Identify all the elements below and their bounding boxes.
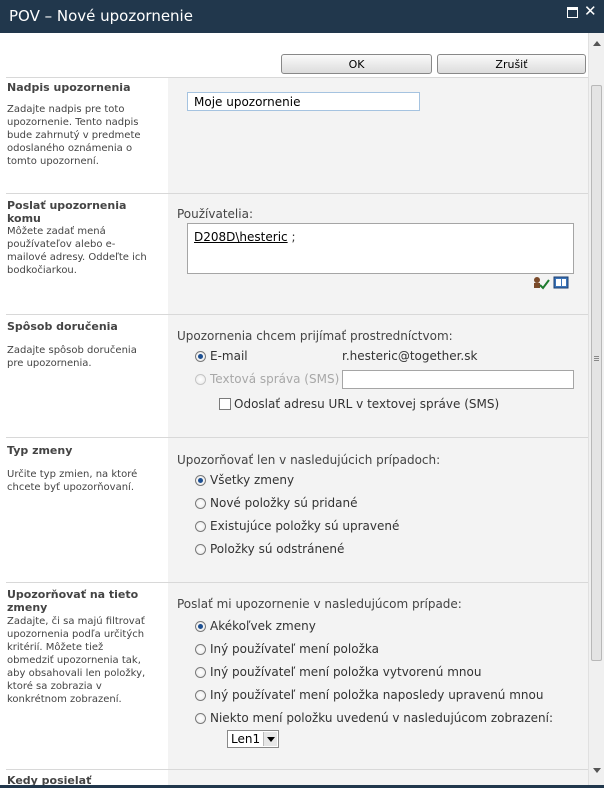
email-address: r.hesteric@together.sk <box>342 349 478 363</box>
user-separator: ; <box>291 230 296 244</box>
filter-option: Iný používateľ mení položka naposledy upravenú mnou <box>210 688 544 702</box>
filter-section-heading: Upozorňovať na tieto zmeny <box>7 588 139 614</box>
scrollbar-thumb[interactable] <box>591 85 602 661</box>
sms-label: Textová správa (SMS) <box>210 372 340 386</box>
users-label: Používatelia: <box>177 207 253 221</box>
alert-title-input[interactable]: Moje upozornenie <box>187 92 420 111</box>
filter-section-description: Zadajte, či sa majú filtrovať upozornenia podľa určitých kritérií. Môžete tiež obmedziť upozornenia tak, aby obsahovali len položky, ktoré sa zobrazia v konkrétnom zobrazení. <box>7 616 146 705</box>
view-select-value: Len1 <box>231 732 261 746</box>
filter-option: Akékoľvek zmeny <box>210 619 316 633</box>
window-title: POV – Nové upozornenie <box>9 7 193 25</box>
filter-radio-modified-by-me[interactable] <box>195 690 206 701</box>
recipients-section-heading: Poslať upozornenia komu <box>7 199 127 225</box>
scroll-up-icon[interactable] <box>593 41 601 46</box>
title-section-description: Zadajte nadpis pre toto upozornenie. Tento nadpis bude zahrnutý v predmete odoslaného oznámenia o tomto upozornení. <box>7 104 141 167</box>
sms-radio[interactable] <box>195 374 206 385</box>
resolved-user[interactable]: D208D\hesteric <box>194 230 288 244</box>
filter-radio-created-by-me[interactable] <box>195 667 206 678</box>
change-type-radio-all[interactable] <box>195 475 206 486</box>
change-type-radio-added[interactable] <box>195 498 206 509</box>
window-titlebar <box>0 0 604 33</box>
filter-prompt: Poslať mi upozornenie v nasledujúcom prípade: <box>177 597 462 611</box>
filter-radio-any[interactable] <box>195 621 206 632</box>
delivery-prompt: Upozornenia chcem prijímať prostredníctvom: <box>177 329 453 343</box>
grip-icon <box>594 356 599 357</box>
change-type-option: Nové položky sú pridané <box>210 496 358 510</box>
change-type-prompt: Upozorňovať len v nasledujúcich prípadoch: <box>177 453 441 467</box>
view-select[interactable] <box>227 730 279 748</box>
vertical-scrollbar[interactable] <box>588 33 604 785</box>
title-section-heading: Nadpis upozornenia <box>7 81 131 94</box>
delivery-section-heading: Spôsob doručenia <box>7 320 118 333</box>
chevron-down-icon <box>263 732 277 746</box>
change-type-option: Všetky zmeny <box>210 473 295 487</box>
recipients-section-description: Môžete zadať mená používateľov alebo e-mailové adresy. Oddeľte ich bodkočiarkou. <box>7 226 147 276</box>
filter-option: Iný používateľ mení položka <box>210 642 379 656</box>
send-url-label: Odoslať adresu URL v textovej správe (SMS) <box>234 397 500 411</box>
filter-option: Iný používateľ mení položka vytvorenú mnou <box>210 665 482 679</box>
filter-radio-in-view[interactable] <box>195 713 206 724</box>
address-book-icon[interactable] <box>553 276 569 289</box>
scroll-down-icon[interactable] <box>593 768 601 773</box>
filter-radio-other-user[interactable] <box>195 644 206 655</box>
people-picker-input[interactable] <box>187 223 574 274</box>
email-radio[interactable] <box>195 351 206 362</box>
grip-icon <box>594 360 599 361</box>
send-url-checkbox[interactable] <box>219 398 231 410</box>
cancel-button[interactable]: Zrušiť <box>437 54 586 74</box>
change-type-radio-deleted[interactable] <box>195 544 206 555</box>
change-type-section-description: Určite typ zmien, na ktoré chcete byť upozorňovaní. <box>7 469 138 493</box>
dialog-content <box>0 33 588 785</box>
filter-option: Niekto mení položku uvedenú v nasledujúcom zobrazení: <box>210 711 554 725</box>
check-names-icon[interactable] <box>532 276 550 290</box>
sms-number-input[interactable] <box>342 370 574 389</box>
when-section-heading: Kedy posielať <box>7 774 92 785</box>
delivery-section-description: Zadajte spôsob doručenia pre upozornenia. <box>7 345 137 369</box>
change-type-option: Položky sú odstránené <box>210 542 345 556</box>
change-type-radio-modified[interactable] <box>195 521 206 532</box>
change-type-section-heading: Typ zmeny <box>7 444 73 457</box>
maximize-icon[interactable] <box>567 7 578 18</box>
email-label: E-mail <box>210 349 248 363</box>
change-type-option: Existujúce položky sú upravené <box>210 519 400 533</box>
close-icon[interactable]: ✕ <box>584 2 597 20</box>
when-section-body <box>168 770 588 785</box>
grip-icon <box>594 358 599 359</box>
ok-button[interactable]: OK <box>281 54 432 74</box>
